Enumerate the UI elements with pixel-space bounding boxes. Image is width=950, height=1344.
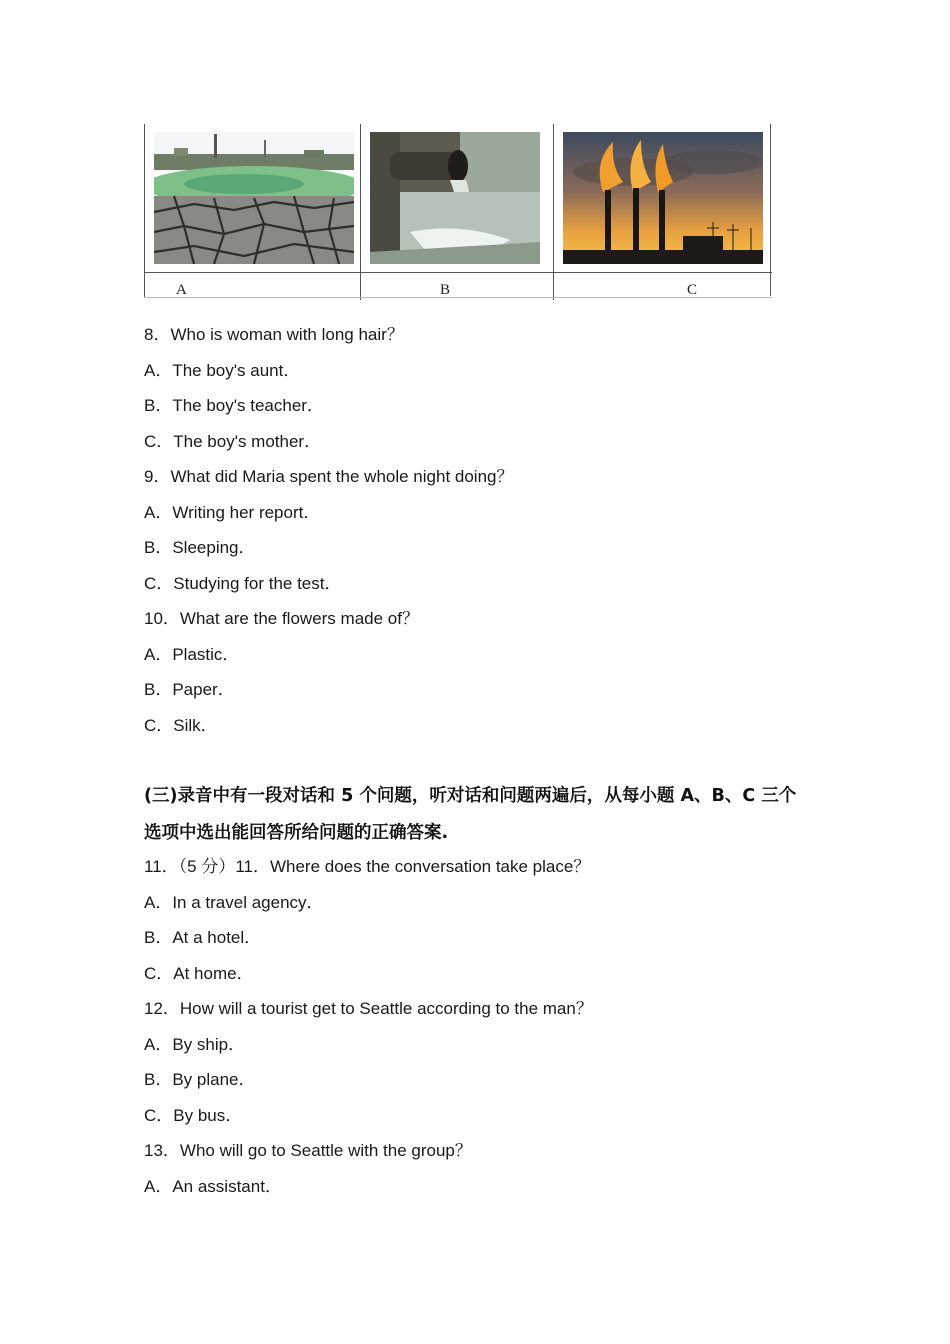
q8-option-b: B．The boy's teacher． — [144, 396, 324, 415]
q11-option-b: B．At a hotel． — [144, 928, 262, 947]
figure-label-c: C — [687, 282, 698, 298]
sewage-pipe-image — [370, 132, 540, 264]
question-9: 9．What did Maria spent the whole night doing？ — [144, 467, 514, 486]
section-3-instructions-line2: 选项中选出能回答所给问题的正确答案. — [144, 823, 449, 843]
question-13: 13．Who will go to Seattle with the group？ — [144, 1141, 472, 1160]
q8-option-c: C．The boy's mother． — [144, 432, 322, 451]
smokestacks-image — [563, 132, 763, 264]
q12-option-c: C．By bus． — [144, 1106, 243, 1125]
q13-option-a: A．An assistant． — [144, 1177, 282, 1196]
q12-option-b: B．By plane． — [144, 1070, 256, 1089]
question-10: 10．What are the flowers made of？ — [144, 609, 419, 628]
q8-option-a: A．The boy's aunt． — [144, 361, 301, 380]
q9-option-c: C．Studying for the test． — [144, 574, 342, 593]
question-11: 11．（5 分）11．Where does the conversation take place？ — [144, 857, 591, 876]
figure-label-a: A — [176, 282, 187, 298]
q11-option-c: C．At home． — [144, 964, 254, 983]
q11-option-a: A．In a travel agency． — [144, 893, 324, 912]
image-table — [144, 124, 772, 298]
question-8: 8．Who is woman with long hair？ — [144, 325, 404, 344]
q9-option-b: B．Sleeping． — [144, 538, 256, 557]
q12-option-a: A．By ship． — [144, 1035, 246, 1054]
question-12: 12．How will a tourist get to Seattle according to the man？ — [144, 999, 593, 1018]
drought-lakebed-image — [154, 132, 354, 264]
q10-option-b: B．Paper． — [144, 680, 235, 699]
figure-label-b: B — [440, 282, 451, 298]
q10-option-a: A．Plastic． — [144, 645, 240, 664]
q10-option-c: C．Silk． — [144, 716, 218, 735]
section-3-instructions-line1: (三)录音中有一段对话和 5 个问题，听对话和问题两遍后，从每小题 A、B、C 三个 — [144, 786, 797, 806]
q9-option-a: A．Writing her report． — [144, 503, 321, 522]
